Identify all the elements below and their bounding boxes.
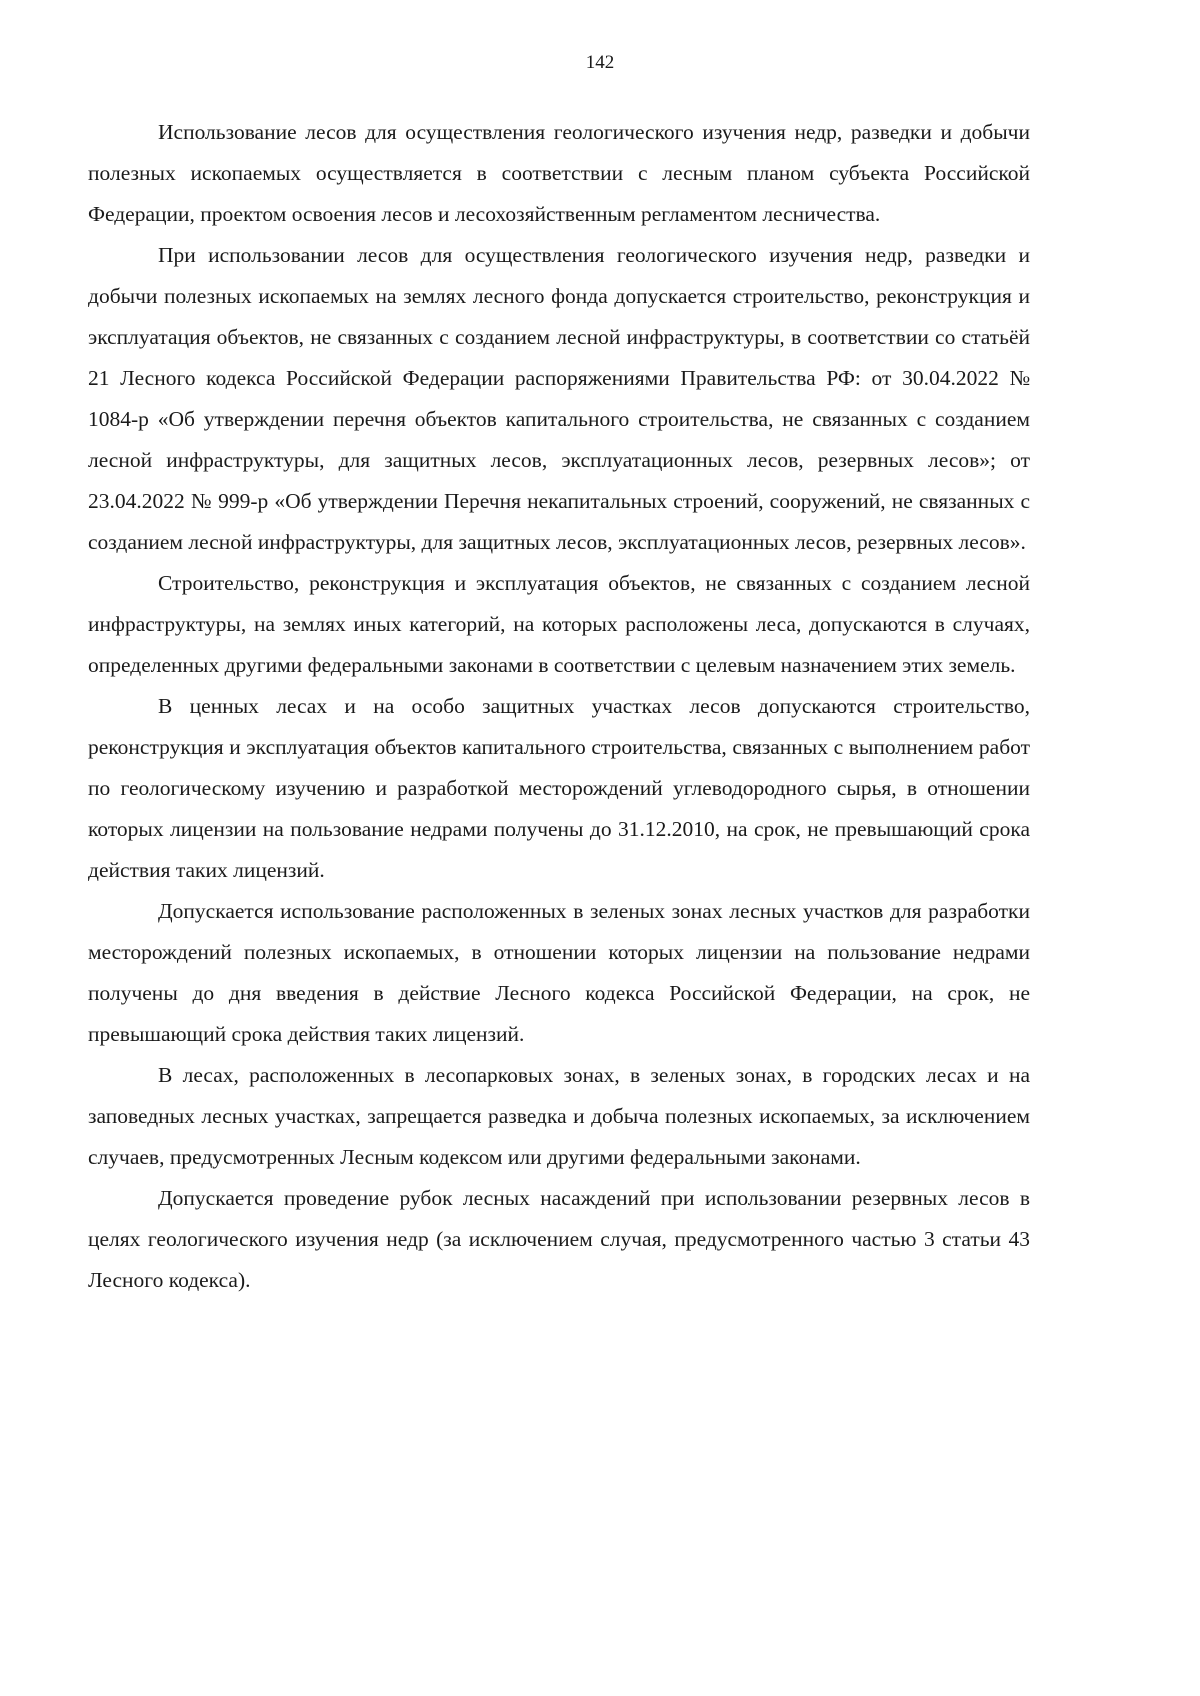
paragraph-6: В лесах, расположенных в лесопарковых зонах, в зеленых зонах, в городских лесах и на заповедных лесных участках, запрещается разведка и добыча полезных ископаемых, за исключением случаев, предусмотренных Лесным кодексом или другими федеральными законами.	[88, 1063, 1030, 1169]
paragraph-7: Допускается проведение рубок лесных насаждений при использовании резервных лесов в целях геологического изучения недр (за исключением случая, предусмотренного частью 3 статьи 43 Лесного кодекса).	[88, 1186, 1030, 1292]
document-body	[88, 112, 1030, 1301]
paragraph-5: Допускается использование расположенных в зеленых зонах лесных участков для разработки месторождений полезных ископаемых, в отношении которых лицензии на пользование недрами получены до дня введения в действие Лесного кодекса Российской Федерации, на срок, не превышающий срока действия таких лицензий.	[88, 899, 1030, 1046]
paragraph-3: Строительство, реконструкция и эксплуатация объектов, не связанных с созданием лесной инфраструктуры, на землях иных категорий, на которых расположены леса, допускаются в случаях, определенных другими федеральными законами в соответствии с целевым назначением этих земель.	[88, 571, 1030, 677]
page-number: 142	[585, 52, 615, 73]
paragraph-1: Использование лесов для осуществления геологического изучения недр, разведки и добычи полезных ископаемых осуществляется в соответствии с лесным планом субъекта Российской Федерации, проектом освоения лесов и лесохозяйственным регламентом лесничества.	[88, 120, 1030, 226]
paragraph-2: При использовании лесов для осуществления геологического изучения недр, разведки и добычи полезных ископаемых на землях лесного фонда допускается строительство, реконструкция и эксплуатация объектов, не связанных с созданием лесной инфраструктуры, в соответствии со статьёй 21 Лесного кодекса Российской Федерации распоряжениями Правительства РФ: от 30.04.2022 № 1084-р «Об утверждении перечня объектов капитального строительства, не связанных с созданием лесной инфраструктуры, для защитных лесов, эксплуатационных лесов, резервных лесов»; от 23.04.2022 № 999-р «Об утверждении Перечня некапитальных строений, сооружений, не связанных с созданием лесной инфраструктуры, для защитных лесов, эксплуатационных лесов, резервных лесов».	[88, 243, 1030, 554]
paragraph-4: В ценных лесах и на особо защитных участках лесов допускаются строительство, реконструкция и эксплуатация объектов капитального строительства, связанных с выполнением работ по геологическому изучению и разработкой месторождений углеводородного сырья, в отношении которых лицензии на пользование недрами получены до 31.12.2010, на срок, не превышающий срока действия таких лицензий.	[88, 694, 1030, 882]
